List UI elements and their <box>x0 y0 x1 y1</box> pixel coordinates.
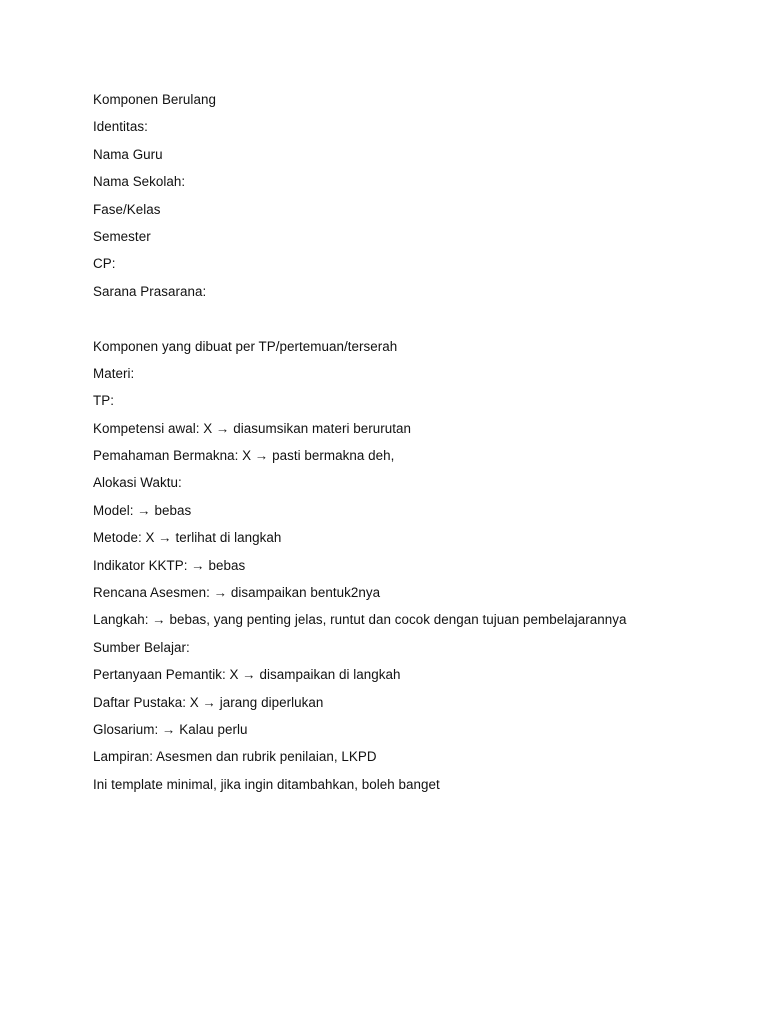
text-line: Sumber Belajar: <box>93 639 190 655</box>
text-line: Lampiran: Asesmen dan rubrik penilaian, LKPD <box>93 749 377 765</box>
text-line: Model: → bebas <box>93 502 192 518</box>
text-line: Langkah: → bebas, yang penting jelas, runtut dan cocok dengan tujuan pembelajarannya <box>93 612 627 628</box>
text-line: Nama Guru <box>93 146 163 162</box>
section-heading-komponen-berulang: Komponen Berulang <box>93 92 216 107</box>
text-line: TP: <box>93 393 114 409</box>
text-line: Glosarium: → Kalau perlu <box>93 721 248 737</box>
text-line: Semester <box>93 228 151 244</box>
text-line: Metode: X → terlihat di langkah <box>93 530 282 546</box>
blank-line <box>93 305 733 332</box>
text-line: Alokasi Waktu: <box>93 475 182 491</box>
text-line: CP: <box>93 256 116 272</box>
section-heading-komponen-per-tp: Komponen yang dibuat per TP/pertemuan/terserah <box>93 338 398 354</box>
text-line: Nama Sekolah: <box>93 174 186 190</box>
text-line: Identitas: <box>93 119 148 135</box>
text-line: Daftar Pustaka: X → jarang diperlukan <box>93 694 324 710</box>
document-body <box>93 86 733 798</box>
text-line: Pemahaman Bermakna: X → pasti bermakna deh, <box>93 448 395 464</box>
text-line: Indikator KKTP: → bebas <box>93 557 246 573</box>
text-line: Ini template minimal, jika ingin ditambahkan, boleh banget <box>93 776 440 792</box>
text-line: Sarana Prasarana: <box>93 283 207 299</box>
text-line: Materi: <box>93 365 135 381</box>
text-line: Fase/Kelas <box>93 201 161 217</box>
text-line: Rencana Asesmen: → disampaikan bentuk2nya <box>93 585 381 601</box>
text-line: Kompetensi awal: X → diasumsikan materi berurutan <box>93 420 412 436</box>
text-line: Pertanyaan Pemantik: X → disampaikan di langkah <box>93 667 401 683</box>
